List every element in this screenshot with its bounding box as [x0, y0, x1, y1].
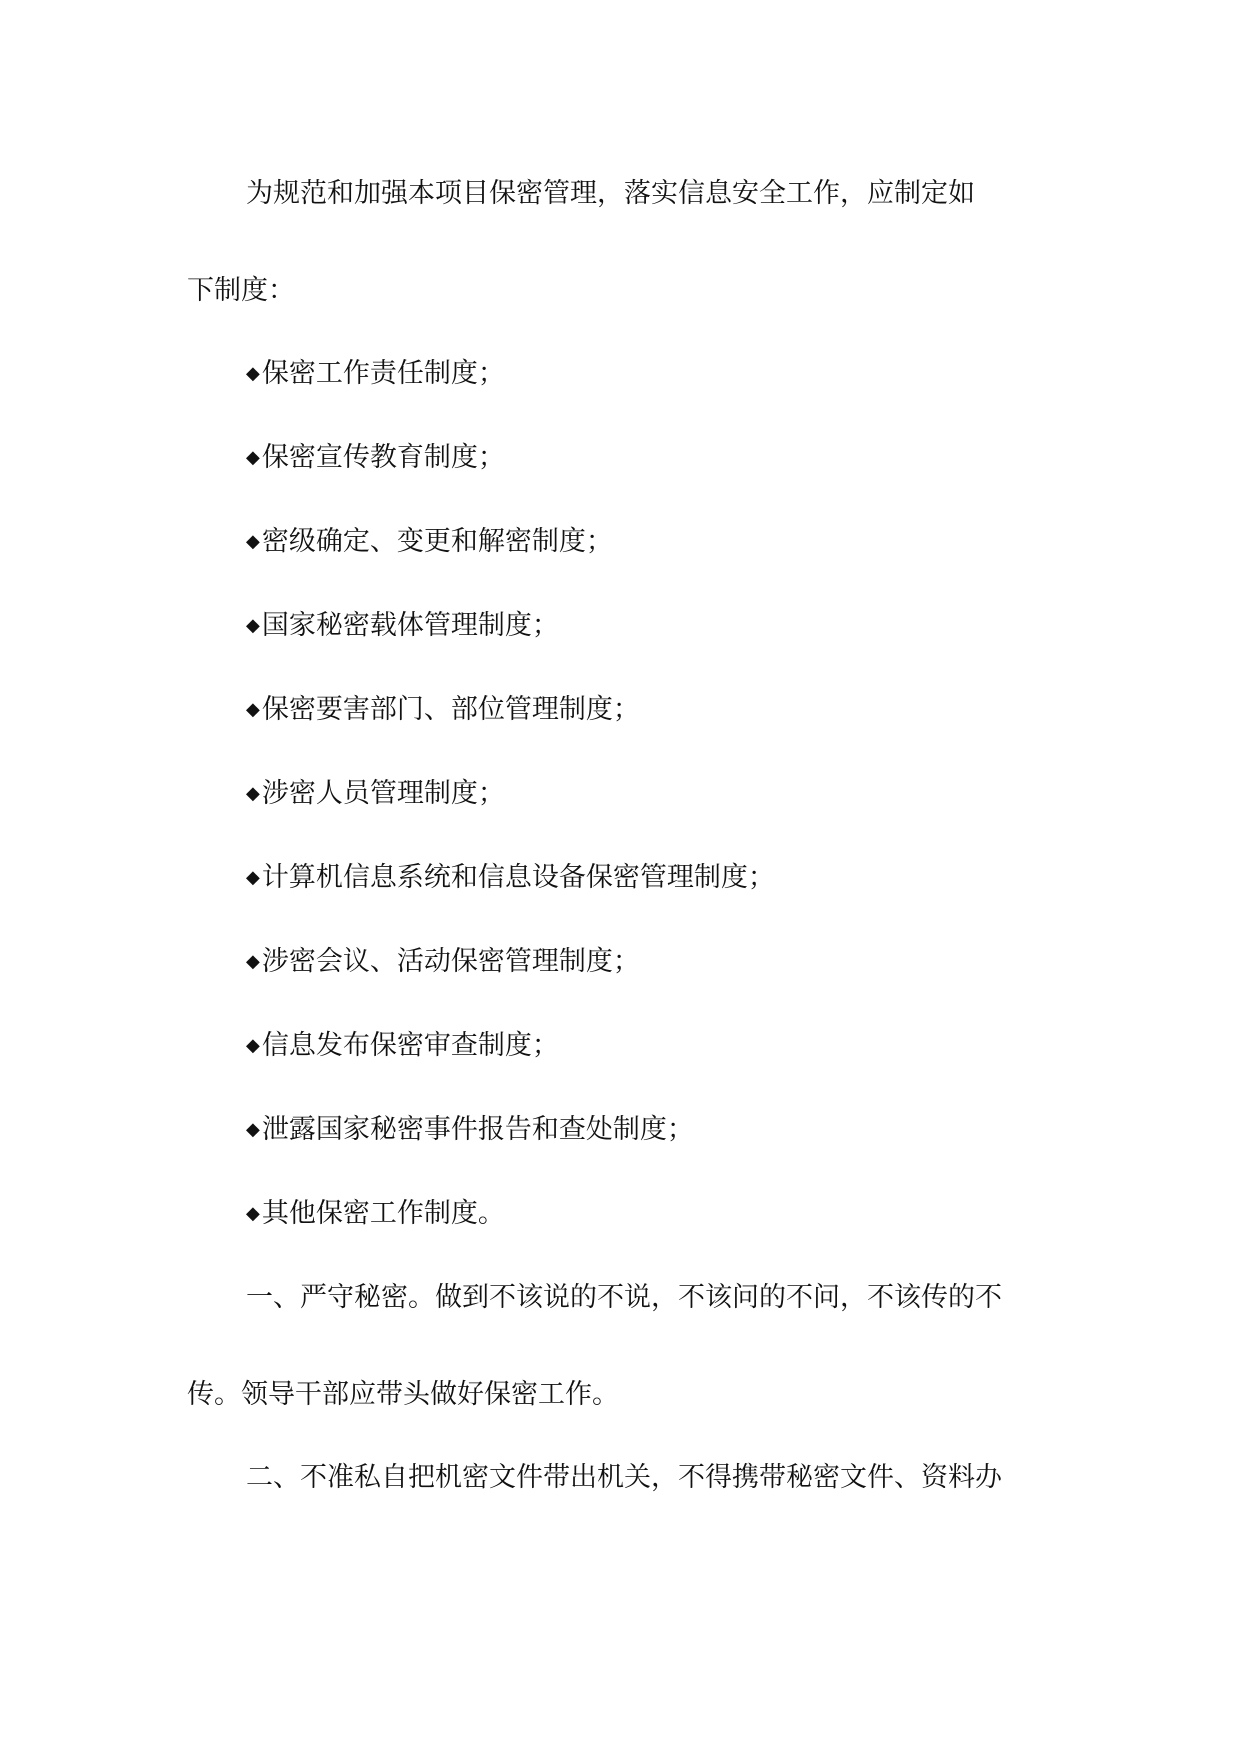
diamond-bullet-icon: ◆	[246, 1203, 260, 1224]
diamond-bullet-icon: ◆	[246, 363, 260, 384]
diamond-bullet-icon: ◆	[246, 867, 260, 888]
list-item-text: 保密要害部门、部位管理制度；	[261, 694, 640, 725]
diamond-bullet-icon: ◆	[246, 699, 260, 720]
list-item	[246, 944, 640, 980]
diamond-bullet-icon: ◆	[246, 951, 260, 972]
list-item	[246, 524, 613, 560]
section-1-line-1: 一、严守秘密。做到不该说的不说，不该问的不问，不该传的不	[246, 1282, 1002, 1313]
list-item-text: 涉密人员管理制度；	[261, 778, 505, 809]
list-item-text: 信息发布保密审查制度；	[261, 1030, 559, 1061]
list-item	[246, 356, 505, 392]
section-1-line-2: 传。领导干部应带头做好保密工作。	[187, 1379, 619, 1410]
list-item-text: 涉密会议、活动保密管理制度；	[261, 946, 640, 977]
diamond-bullet-icon: ◆	[246, 1119, 260, 1140]
list-item	[246, 1028, 559, 1064]
section-2-line-1: 二、不准私自把机密文件带出机关，不得携带秘密文件、资料办	[246, 1462, 1002, 1493]
list-item	[246, 608, 559, 644]
diamond-bullet-icon: ◆	[246, 615, 260, 636]
list-item-text: 其他保密工作制度。	[261, 1198, 505, 1229]
diamond-bullet-icon: ◆	[246, 783, 260, 804]
list-item	[246, 776, 505, 812]
list-item-text: 泄露国家秘密事件报告和查处制度；	[261, 1114, 694, 1145]
list-item-text: 国家秘密载体管理制度；	[261, 610, 559, 641]
list-item-text: 保密工作责任制度；	[261, 358, 505, 389]
list-item	[246, 860, 775, 896]
list-item	[246, 1196, 505, 1232]
diamond-bullet-icon: ◆	[246, 1035, 260, 1056]
list-item-text: 计算机信息系统和信息设备保密管理制度；	[261, 862, 775, 893]
intro-line-1: 为规范和加强本项目保密管理，落实信息安全工作，应制定如	[246, 178, 975, 209]
intro-line-2: 下制度：	[187, 275, 295, 306]
list-item-text: 密级确定、变更和解密制度；	[261, 526, 613, 557]
list-item	[246, 1112, 694, 1148]
list-item	[246, 692, 640, 728]
diamond-bullet-icon: ◆	[246, 531, 260, 552]
list-item	[246, 440, 505, 476]
list-item-text: 保密宣传教育制度；	[261, 442, 505, 473]
diamond-bullet-icon: ◆	[246, 447, 260, 468]
